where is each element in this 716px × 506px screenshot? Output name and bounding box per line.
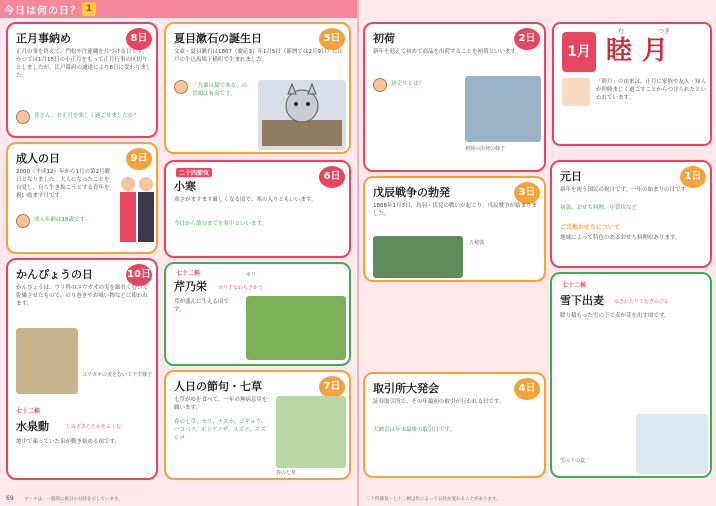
month-kanji: 睦月: [606, 36, 679, 66]
header-title: 今日は何の日？: [4, 6, 81, 17]
avatar: [16, 214, 30, 228]
card-seijin: [6, 142, 158, 254]
card-tag: 七十二候: [16, 408, 41, 415]
card-highlight: 今日から節分までを寒中といいます。: [174, 221, 268, 227]
card-kanpyo: [6, 258, 158, 480]
card-text: 文豪・夏目漱石は1867（慶応3）年1月5日（新暦では2月9日）に江戸の牛込馬場下横町で生まれました。: [174, 49, 343, 63]
card-title: 人日の節句・七草: [174, 380, 262, 393]
card-highlight: 「吾輩は猫である」の冒頭は有名です。: [192, 83, 248, 97]
card-title: 成人の日: [16, 152, 60, 165]
date-badge: 6日: [319, 166, 345, 188]
date-badge: 4日: [514, 378, 540, 400]
card-text: 正月の事を終えて、門松や注連縄を片づける日です。かつては1月15日の小正月をもって正月行事の区切りとしましたが、江戸幕府の通達により8日に変わりました。: [16, 49, 152, 79]
page-number-left: 69: [6, 495, 14, 502]
card-text: 寒さがますます厳しくなる頃で、寒の入りともいいます。: [174, 197, 317, 203]
photo-caption: 五稜郭: [469, 240, 485, 246]
avatar: [373, 78, 387, 92]
card-ganjitsu: [550, 160, 712, 268]
photo-caption: セリ: [246, 272, 257, 278]
date-badge: 5日: [319, 28, 345, 50]
card-text: 七草がゆを食べて、一年の無病息災を願います。: [174, 397, 268, 411]
card-ruby: せりすなわちさかう: [218, 285, 264, 291]
date-badge: 9日: [126, 148, 152, 170]
month-ruby: つき: [658, 28, 671, 35]
card-text: 芹が盛んに生える頃です。: [174, 299, 230, 313]
date-badge: 7日: [319, 376, 345, 398]
card-title: 初荷: [373, 32, 395, 45]
card-highlight: 春の七草：セリ、ナズナ、ゴギョウ、ハコベラ、ホトケノザ、スズナ、スズシロ: [174, 419, 267, 441]
kimono-illustration-icon: [116, 172, 156, 250]
seri-photo: [246, 296, 346, 360]
footer: [0, 492, 716, 506]
card-shokan: [164, 160, 351, 258]
photo-caption: ユウガオの実をむいて干す様子: [82, 372, 153, 378]
nanakusa-photo: [276, 396, 346, 468]
card-seri: [164, 262, 351, 366]
card-title: 取引所大発会: [373, 382, 439, 395]
card-highlight: 初詣、おせち料理、年賀状など: [560, 205, 637, 211]
card-title: 元日: [560, 170, 582, 183]
card-text: 1868年1月3日、鳥羽・伏見の戦いが起こり、戊辰戦争が始まりました。: [373, 203, 537, 217]
card-title: 雪下出麦: [560, 294, 604, 307]
photo-caption: 春の七草: [276, 470, 297, 476]
card-title: 戊辰戦争の勃発: [373, 186, 450, 199]
hatsuni-photo: [465, 76, 541, 142]
card-text: 新年を迎えて初めて商品を出荷することを初荷といいます。: [373, 49, 522, 55]
date-badge: 8日: [126, 28, 152, 50]
date-badge: 3日: [514, 182, 540, 204]
month-number: 1月: [562, 32, 596, 72]
card-tag: 七十二候: [176, 270, 201, 277]
card-text: 2000（平成12）年から1月の第2月曜日となりました。大人になったことを自覚し、自ら生き抜こうとする青年を祝い励ます日です。: [16, 169, 110, 199]
card-highlight: 初売りとは？: [391, 81, 425, 87]
card-title: 夏目漱石の誕生日: [174, 32, 262, 45]
card-subtitle: 水泉動: [16, 420, 49, 433]
photo-caption: 雪の下の麦: [560, 458, 586, 464]
footnote-right: 二十四節気・七十二候は年によって日付が変わることがあります。: [366, 497, 501, 502]
card-highlight: 成人年齢は18歳です。: [34, 217, 91, 223]
card-shogatsu: [6, 22, 158, 138]
card-boshin: [363, 176, 546, 282]
card-daihakkai: [363, 372, 546, 478]
card-subtitle-ruby: しみずあたたかをふくむ: [66, 424, 122, 430]
photo-caption: 初荷の出発の様子: [465, 146, 506, 152]
card-yukiwatari: [550, 272, 712, 478]
footnote-left: マークは、一般的に祝日の日付を示しています。: [24, 497, 123, 502]
card-title: 正月事納め: [16, 32, 71, 45]
month-ruby: む: [618, 28, 625, 35]
card-highlight: 大納会は年末最後の取引日です。: [373, 427, 456, 433]
kanpyo-photo: [16, 328, 78, 394]
month-text: 「睦月」の由来は、正月に家族や友人・知人が仲睦まじく過ごすことからつけられたといわれています。: [596, 79, 707, 101]
month-box: [552, 22, 712, 146]
card-title: かんぴょうの日: [16, 268, 93, 281]
card-text: 地中で凍っていた泉が動き始める頃です。: [16, 439, 121, 445]
goryokaku-photo: [373, 236, 463, 278]
date-badge: 2日: [514, 28, 540, 50]
card-title: 芹乃栄: [174, 280, 207, 293]
card-natsume: [164, 22, 351, 154]
avatar: [174, 80, 188, 94]
left-page: [0, 0, 357, 506]
card-text: 降り積もった雪の下で麦が芽を出す頃です。: [560, 313, 670, 319]
card-subtitle: ご当地おせちについて: [560, 224, 620, 231]
card-highlight: 皆さん、お正月を楽しく過ごせましたか？: [34, 113, 139, 119]
card-text: 証券取引所で、その年最初の取引が行われる日です。: [373, 399, 505, 405]
card-text: かんぴょうは、ウリ科のユウガオの実を細長くむいて乾燥させたもので、のり巻きやお吸い物などに使われます。: [16, 285, 149, 307]
card-title: 小寒: [174, 180, 196, 193]
card-tag: 二十四節気: [176, 168, 212, 177]
cat-illustration-icon: [258, 80, 346, 150]
header-band: [0, 0, 357, 18]
header-badge: 1: [82, 2, 96, 16]
card-tag: 七十二候: [562, 282, 587, 289]
card-text: 新年を祝う国民の祝日です。一年の始まりの日です。: [560, 187, 692, 193]
card-ruby: ゆきわたりてむぎのびる: [614, 299, 670, 305]
date-badge: 1日: [680, 166, 706, 188]
card-text: 地域によって特色のあるおせち料理があります。: [560, 235, 681, 241]
family-illustration-icon: [562, 78, 590, 106]
mugi-photo: [636, 414, 708, 474]
avatar: [16, 110, 30, 124]
date-badge: 10日: [126, 264, 152, 286]
card-hatsuni: [363, 22, 546, 172]
card-nanakusa: [164, 370, 351, 480]
